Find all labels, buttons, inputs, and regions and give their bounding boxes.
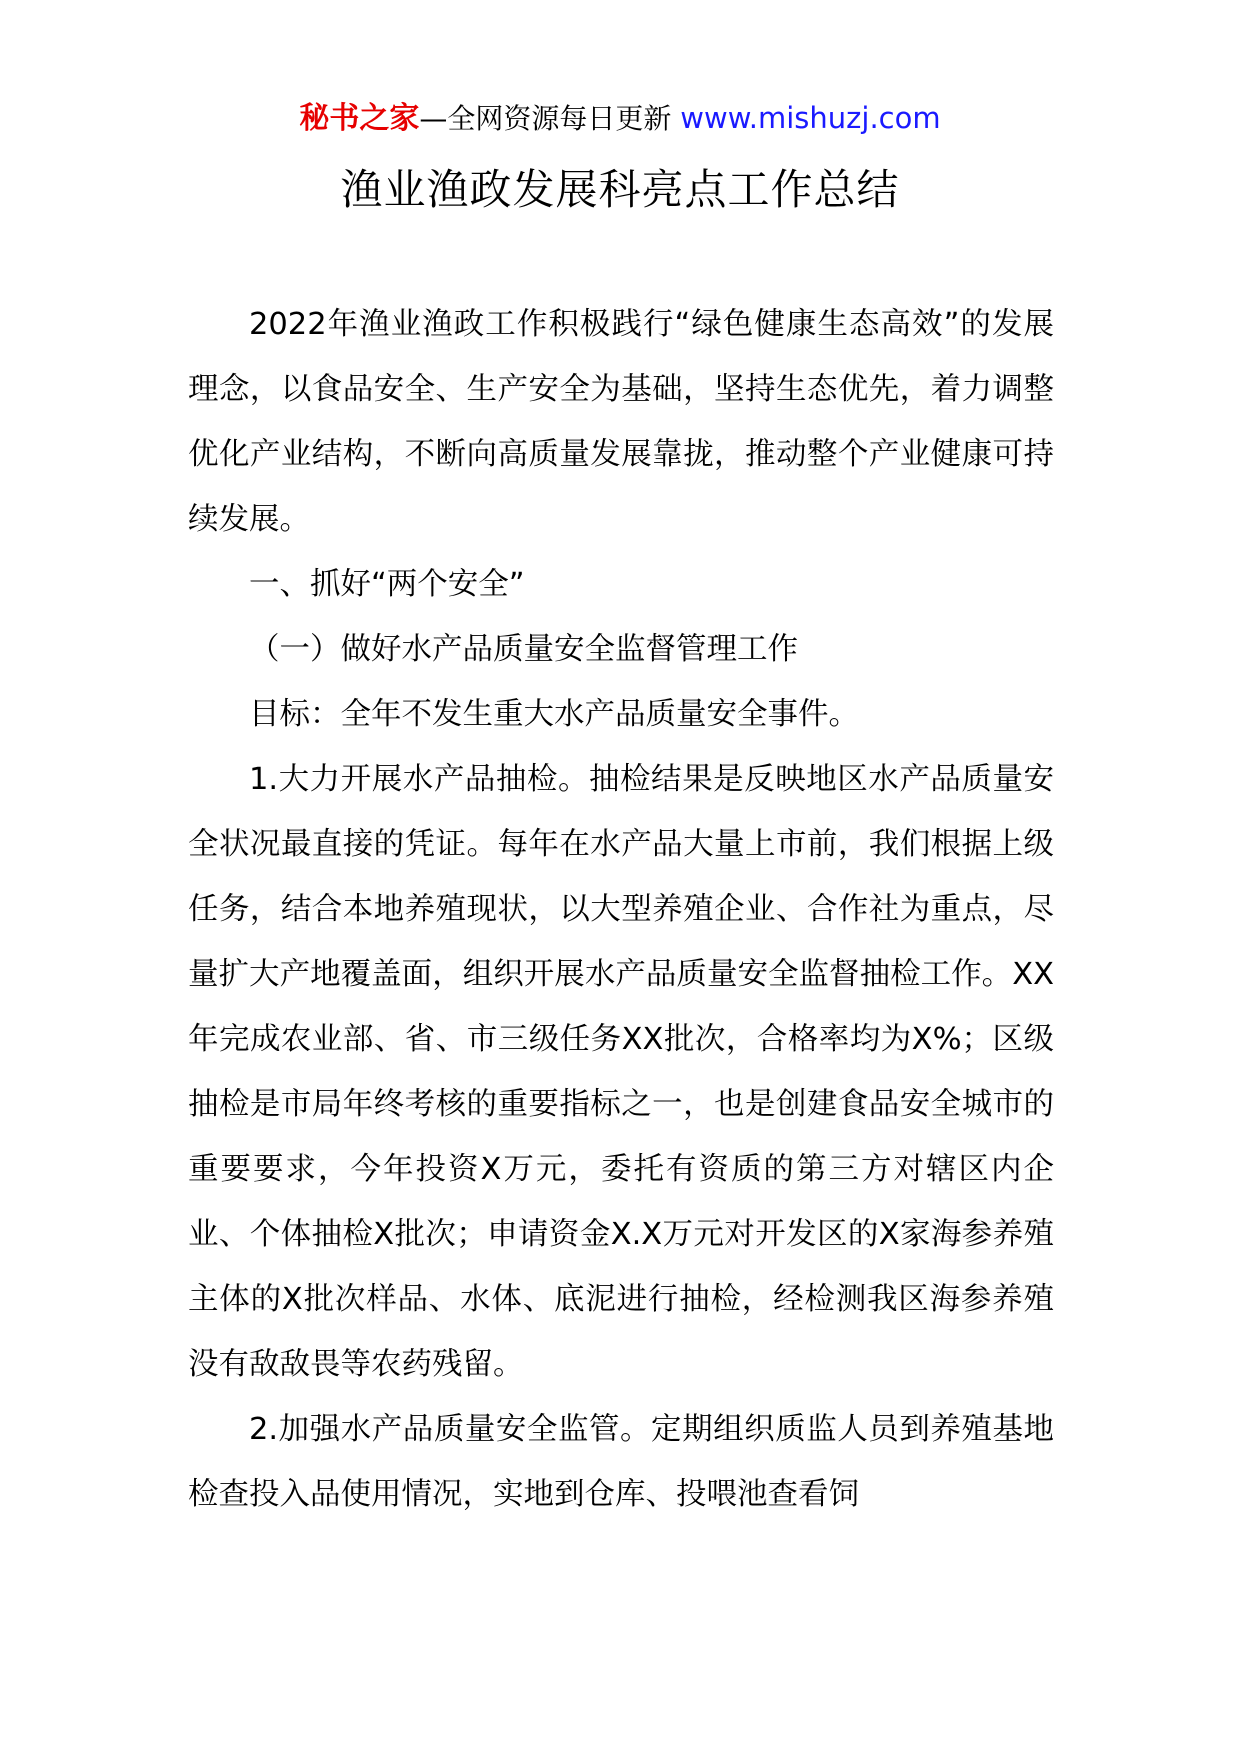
document-title: 渔业渔政发展科亮点工作总结: [340, 165, 900, 214]
item-1-paragraph: 1.大力开展水产品抽检。抽检结果是反映地区水产品质量安全状况最直接的凭证。每年在水产品大量上市前，我们根据上级任务，结合本地养殖现状，以大型养殖企业、合作社为重点，尽量扩大产地覆盖面，组织开展水产品质量安全监督抽检工作。XX年完成农业部、省、市三级任务XX批次，合格率均为X%；区级抽检是市局年终考核的重要指标之一，也是创建食品安全城市的重要要求，今年投资X万元，委托有资质的第三方对辖区内企业、个体抽检X批次；申请资金X.X万元对开发区的X家海参养殖主体的X批次样品、水体、底泥进行抽检，经检测我区海参养殖没有敌敌畏等农药残留。: [188, 762, 1054, 1382]
section-heading: 一、抓好“两个安全”: [249, 567, 525, 602]
header-tagline: —全网资源每日更新: [419, 102, 681, 135]
document-body: [188, 292, 1054, 1527]
site-link[interactable]: www.mishuzj.com: [680, 101, 941, 135]
item-2-paragraph: 2.加强水产品质量安全监管。定期组织质监人员到养殖基地检查投入品使用情况，实地到仓库、投喂池查看饲: [188, 1412, 1054, 1512]
goal-paragraph: 目标：全年不发生重大水产品质量安全事件。: [249, 697, 859, 732]
intro-paragraph: 2022年渔业渔政工作积极践行“绿色健康生态高效”的发展理念，以食品安全、生产安全为基础，坚持生态优先，着力调整优化产业结构，不断向高质量发展靠拢，推动整个产业健康可持续发展。: [188, 307, 1054, 537]
site-header: [0, 98, 1240, 139]
subsection-heading: （一）做好水产品质量安全监督管理工作: [249, 632, 798, 667]
brand-name: 秘书之家: [299, 101, 420, 136]
